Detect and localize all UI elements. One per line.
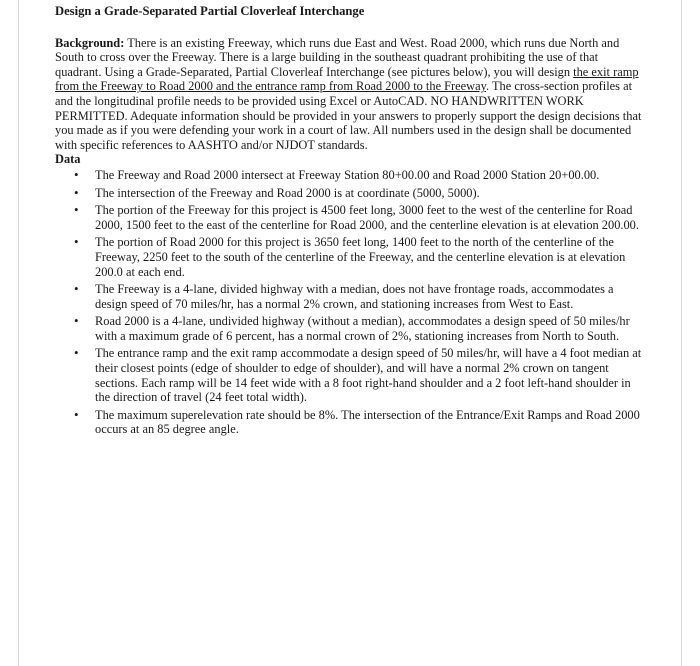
list-item: • The Freeway is a 4-lane, divided highway with a median, does not have frontage roads, accommodates a design speed of 70 miles/hr, has a normal 2% crown, and stationing increases from West to East.	[95, 282, 647, 311]
list-item: • Road 2000 is a 4-lane, undivided highway (without a median), accommodates a design speed of 50 miles/hr with a maximum grade of 6 percent, has a normal crown of 2%, stationing increases from North to South.	[95, 314, 647, 343]
list-item: • The Freeway and Road 2000 intersect at Freeway Station 80+00.00 and Road 2000 Station 20+00.00.	[95, 168, 647, 183]
list-item: • The maximum superelevation rate should be 8%. The intersection of the Entrance/Exit Ramps and Road 2000 occurs at an 85 degree angle.	[95, 408, 647, 437]
list-item: • The entrance ramp and the exit ramp accommodate a design speed of 50 miles/hr, will have a 4 foot median at their closest points (edge of shoulder to edge of shoulder), and will have a normal 2% crown on tangent sections. Each ramp will be 14 feet wide with a 8 foot right-hand shoulder and a 2 foot left-hand shoulder in the direction of travel (24 feet total width).	[95, 346, 647, 404]
background-text-2: . The cross-section profiles at and the longitudinal profile needs to be provided using Excel or AutoCAD. NO HANDWRITTEN WORK PERMITTED. Adequate information should be provided in your answers to properly support the design decisions that you made as if you were defending your work in a court of law. All numbers used in the design shall be documented with specific references to AASHTO and/or NJDOT standards.	[55, 79, 642, 152]
background-label: Background:	[55, 35, 125, 50]
list-item: • The portion of Road 2000 for this project is 3650 feet long, 1400 feet to the north of the centerline of the Freeway, 2250 feet to the south of the centerline of the Freeway, and the centerline elevation is at elevation 200.0 at each end.	[95, 235, 647, 279]
document-body	[55, 4, 647, 440]
background-paragraph	[55, 36, 647, 153]
list-item: • The intersection of the Freeway and Road 2000 is at coordinate (5000, 5000).	[95, 186, 647, 201]
background-underlined-text: the exit ramp from the Freeway to Road 2000 and the entrance ramp from Road 2000 to the Freeway	[55, 64, 639, 94]
background-text-1: There is an existing Freeway, which runs due East and West. Road 2000, which runs due North and South to cross over the Freeway. There is a large building in the southeast quadrant prohibiting the use of that quadrant. Using a Grade-Separated, Partial Cloverleaf Interchange (see pictures below), you will design	[55, 35, 620, 79]
data-heading: Data	[55, 152, 81, 167]
data-list	[55, 168, 647, 437]
document-title: Design a Grade-Separated Partial Cloverleaf Interchange	[55, 4, 365, 18]
list-item: • The portion of the Freeway for this project is 4500 feet long, 3000 feet to the west of the centerline for Road 2000, 1500 feet to the east of the centerline for Road 2000, and the centerline elevation is at elevation 200.00.	[95, 203, 647, 232]
